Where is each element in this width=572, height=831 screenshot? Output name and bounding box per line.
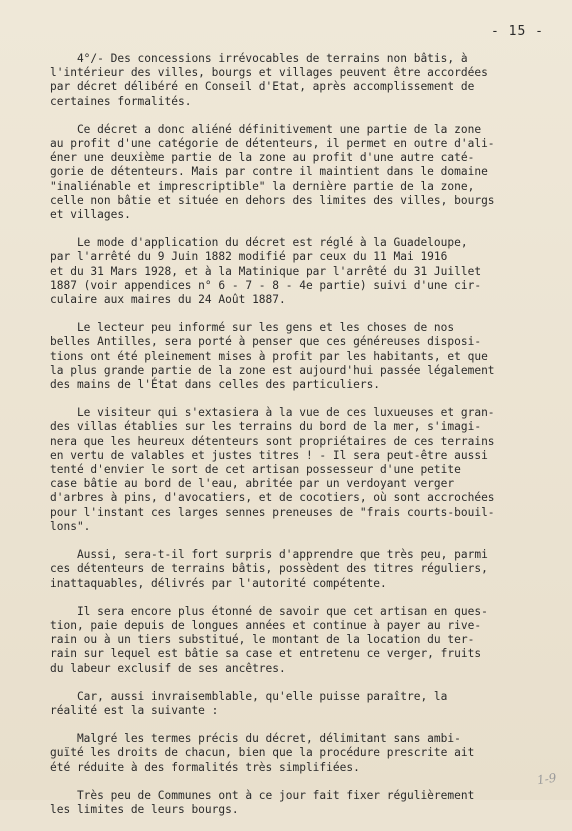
paragraph-aussi-surpris: Aussi, sera-t-il fort surpris d'apprendre que très peu, parmi ces détenteurs de terrains bâtis, possèdent des titres réguliers, inattaquables, délivrés par l'autorité compétente. [50, 548, 488, 590]
paragraph-realite: Car, aussi invraisemblable, qu'elle puisse paraître, la réalité est la suivante : [50, 689, 448, 717]
paragraph-malgre: Malgré les termes précis du décret, délimitant sans ambi- guïté les droits de chacun, bien que la procédure prescrite ait été réduite à des formalités très simplifiées. [50, 732, 475, 774]
paragraph-decret-aliene: Ce décret a donc aliéné définitivement une partie de la zone au profit d'une catégorie de détenteurs, il permet en outre d'ali- éner une deuxième partie de la zone au profit d'une autre caté- gorie de détenteurs. Mais par contre il maintient dans le domaine "inaliénable et imprescriptible" la dernière partie de la zone, celle non bâtie et située en dehors des limites des villes, bourgs et villages. [50, 122, 495, 222]
document-body [50, 52, 540, 831]
paragraph-concessions: 4°/- Des concessions irrévocables de terrains non bâtis, à l'intérieur des villes, bourgs et villages peuvent être accordées par décret délibéré en Conseil d'Etat, après accomplissement de certaines formalités. [50, 52, 488, 108]
paragraph-communes: Très peu de Communes ont à ce jour fait fixer régulièrement les limites de leurs bourgs. [50, 788, 475, 816]
paragraph-artisan: Il sera encore plus étonné de savoir que cet artisan en ques- tion, paie depuis de longues années et continue à payer au rive- rain ou à un tiers substitué, le montant de la location du ter- rain sur lequel est bâtie sa case et entretenu ce verger, fruits du labeur exclusif de ses ancêtres. [50, 604, 488, 675]
paragraph-lecteur: Le lecteur peu informé sur les gens et les choses de nos belles Antilles, sera porté à penser que ces généreuses disposi- tions ont été pleinement mises à profit par les habitants, et que la plus grande partie de la zone est aujourd'hui passée légalement des mains de l'État dans celles des particuliers. [50, 321, 495, 392]
paragraph-visiteur: Le visiteur qui s'extasiera à la vue de ces luxueuses et gran- des villas établies sur les terrains du bord de la mer, s'imagi- nera que les heureux détenteurs sont propriétaires de ces terrains en vertu de valables et justes titres ! - Il sera peut-être aussi tenté d'envier le sort de cet artisan possesseur d'une petite case bâtie au bord de l'eau, abritée par un verdoyant verger d'arbres à pins, d'avocatiers, et de cocotiers, où sont accrochées pour l'instant ces larges sennes preneuses de "frais courts-bouil- lons". [50, 406, 495, 533]
paragraph-mode-application: Le mode d'application du décret est réglé à la Guadeloupe, par l'arrêté du 9 Juin 1882 modifié par ceux du 11 Mai 1916 et du 31 Mars 1928, et à la Matinique par l'arrêté du 31 Juillet 1887 (voir appendices n° 6 - 7 - 8 - 4e partie) suivi d'une cir- culaire aux maires du 24 Août 1887. [50, 236, 482, 307]
archive-reference-mark: 1-9 [535, 770, 557, 788]
page-number: - 15 - [491, 24, 544, 39]
